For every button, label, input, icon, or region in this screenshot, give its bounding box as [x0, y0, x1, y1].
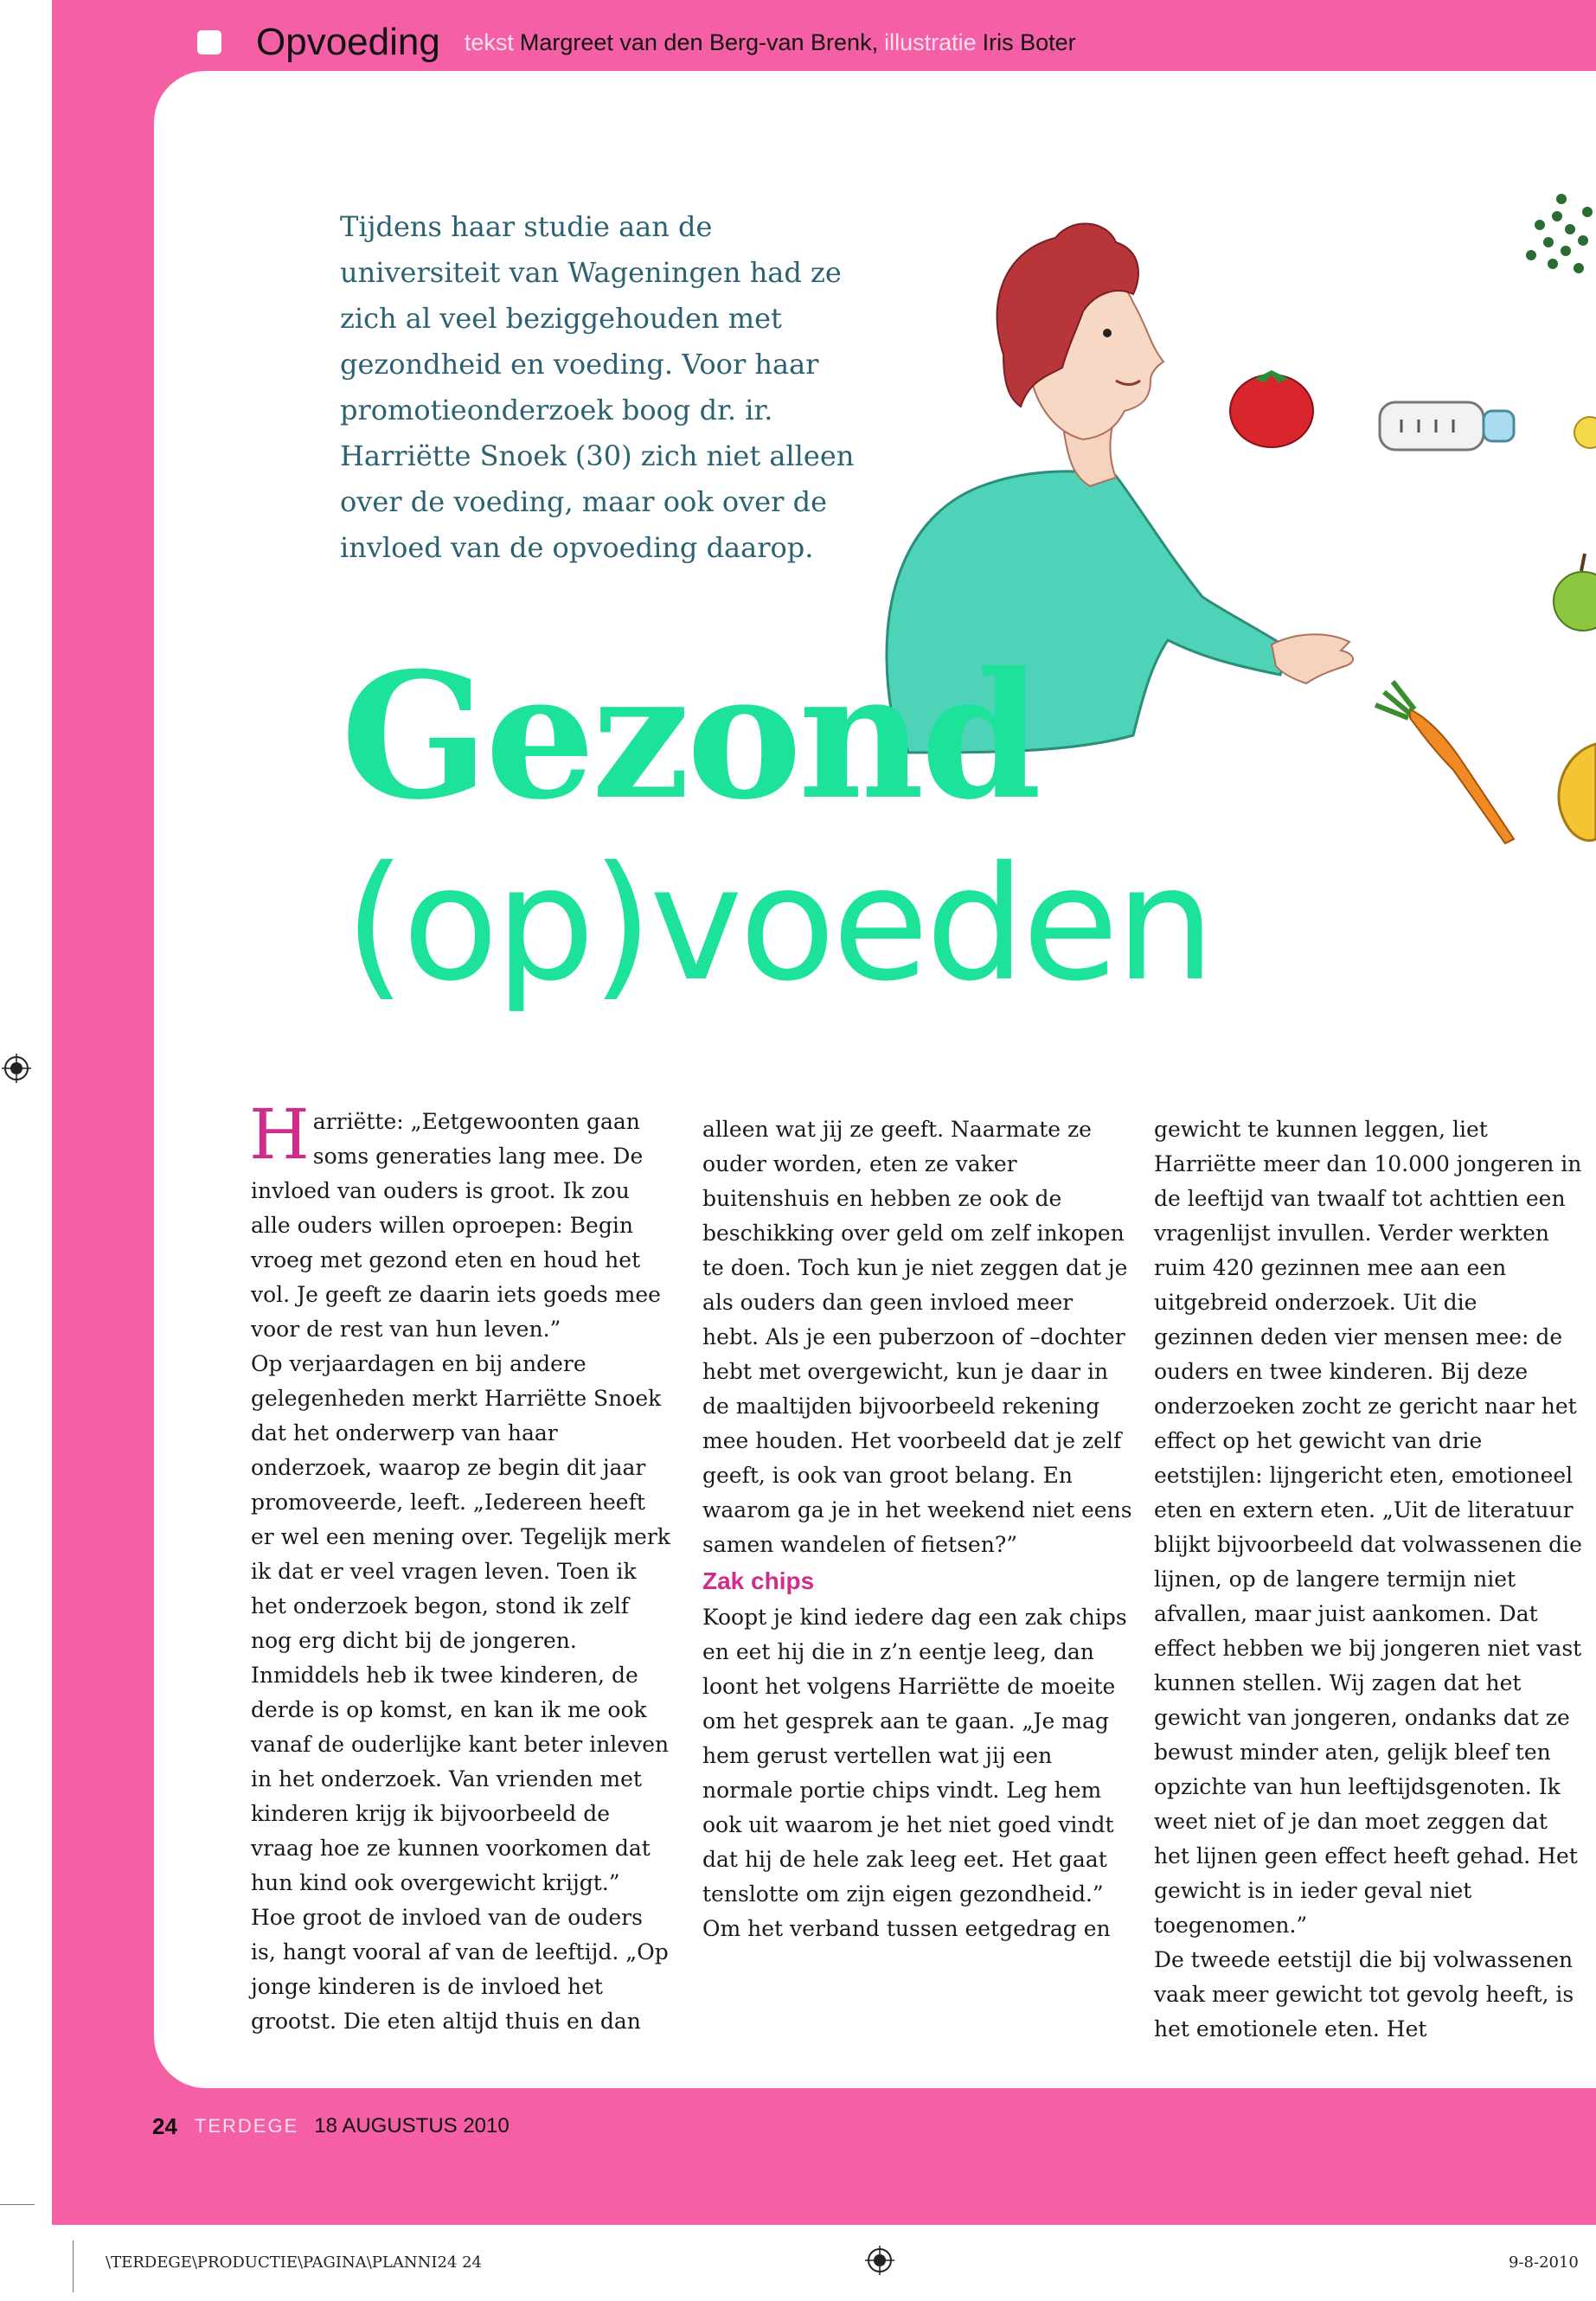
article-title: Gezond: [341, 635, 1039, 838]
issue-date: 18 AUGUSTUS 2010: [314, 2114, 510, 2138]
col3-paragraph-2: De tweede eetstijl die bij volwassenen vaak meer gewicht tot gevolg heeft, is het emotionele eten. Het: [1154, 1947, 1574, 2041]
peas-icon: [1526, 194, 1593, 273]
col1-paragraph-1: arriëtte: „Eetgewoonten gaan soms generaties lang mee. De invloed van ouders is groot. Ik zou alle ouders willen oproepen: Begin vroeg met gezond eten en houd het vol. Je geeft ze daarin iets goeds mee voor de rest van hun leven.”: [251, 1109, 661, 1342]
magazine-name: TERDEGE: [194, 2115, 299, 2137]
eye: [1103, 329, 1112, 337]
col2-paragraph-3: Om het verband tussen eetgedrag en: [702, 1916, 1111, 1941]
tomato-icon: [1230, 370, 1313, 447]
col3-paragraph-1: gewicht te kunnen leggen, liet Harriëtte meer dan 10.000 jongeren in de leeftijd van twaalf tot achttien een vragenlijst invullen. Verder werkten ruim 420 gezinnen mee aan een uitgebreid onderzoek. Uit die gezinnen deden vier mensen mee: de ouders en twee kinderen. Bij deze onderzoeken zocht ze gericht naar het effect op het gewicht van drie eetstijlen: lijngericht eten, emotioneel eten en extern eten. „Uit de literatuur blijkt bijvoorbeeld dat volwassenen die lijnen, op de langere termijn niet afvallen, maar juist aankomen. Dat effect hebben we bij jongeren niet vast kunnen stellen. Wij zagen dat het gewicht van jongeren, ondanks dat ze bewust minder aten, gelijk bleef ten opzichte van hun leeftijdsgenoten. Ik weet niet of je dan moet zeggen dat het lijnen geen effect heeft gehad. Het gewicht is in ieder geval niet toegenomen.”: [1154, 1117, 1582, 1938]
section-title: Opvoeding: [256, 21, 440, 63]
hand: [1272, 634, 1353, 683]
article-column-2: [702, 1112, 1135, 1946]
col1-paragraph-2: Op verjaardagen en bij andere gelegenheden merkt Harriëtte Snoek dat het onderwerp van haar onderzoek, waarop ze begin dit jaar promoveerde, leeft. „Iedereen heeft er wel een mening over. Tegelijk merk ik dat er veel vragen leven. Toen ik het onderzoek begon, stond ik zelf nog erg dicht bij de jongeren. Inmiddels heb ik twee kinderen, de derde is op komst, en kan ik me ook vanaf de ouderlijke kant beter inleven in het onderzoek. Van vrienden met kinderen krijg ik bijvoorbeeld de vraag hoe ze kunnen voorkomen dat hun kind ook overgewicht krijgt.”: [251, 1351, 670, 1895]
crop-mark: [73, 2240, 74, 2292]
page-number: 24: [152, 2112, 177, 2139]
intro-paragraph: Tijdens haar studie aan de universiteit van Wageningen had ze zich al veel beziggehouden met gezondheid en voeding. Voor haar promotieonderzoek boog dr. ir. Harriëtte Snoek (30) zich niet alleen over de voeding, maar ook over de invloed van de opvoeding daarop.: [340, 210, 855, 564]
registration-mark-icon: [865, 2246, 894, 2275]
article-subtitle: (op)voeden: [344, 832, 1212, 1016]
carrot-icon: [1375, 682, 1514, 843]
article-column-1: [249, 1094, 671, 2039]
apple-icon: [1554, 554, 1596, 631]
baby-bottle-icon: [1380, 402, 1514, 450]
author-name: Margreet van den Berg-van Brenk,: [519, 29, 879, 55]
col2-paragraph-1: alleen wat jij ze geeft. Naarmate ze ouder worden, eten ze vaker buitenshuis en hebben ze ook de beschikking over geld om zelf inkopen te doen. Toch kun je niet zeggen dat je als ouders dan geen invloed meer hebt. Als je een puberzoon of –dochter hebt met overgewicht, kun je daar in de maaltijden bijvoorbeeld rekening mee houden. Het voorbeeld dat je zelf geeft, is ook van groot belang. En waarom ga je in het weekend niet eens samen wandelen of fietsen?”: [702, 1117, 1132, 1557]
square-bullet-icon: [197, 30, 221, 54]
subheading: Zak chips: [702, 1567, 815, 1594]
production-slug: \TERDEGE\PRODUCTIE\PAGINA\PLANNI24 24: [106, 2253, 482, 2272]
col2-paragraph-2: Koopt je kind iedere dag een zak chips en eet hij die in z’n eentje leeg, dan loont het volgens Harriëtte de moeite om het gesprek aan te gaan. „Je mag hem gerust vertellen wat jij een normale portie chips vindt. Leg hem ook uit waarom je het niet goed vindt dat hij de hele zak leeg eet. Het gaat tenslotte om zijn eigen gezondheid.”: [702, 1605, 1127, 1907]
registration-mark-icon: [2, 1054, 31, 1083]
drop-cap: H: [249, 1094, 310, 1175]
illustration-label: illustratie: [884, 29, 977, 55]
col1-paragraph-3: Hoe groot de invloed van de ouders is, hangt vooral af van de leeftijd. „Op jonge kinderen is de invloed het grootst. Die eten altijd thuis en dan: [251, 1905, 669, 2034]
page-footer: [152, 2109, 510, 2144]
crop-mark: [0, 2204, 35, 2205]
production-date: 9-8-2010: [1509, 2253, 1579, 2272]
text-label: tekst: [464, 29, 514, 55]
page-header: [197, 12, 1082, 73]
illustrator-name: Iris Boter: [982, 29, 1076, 55]
article-column-3: [1154, 1112, 1583, 2047]
yellow-candy-icon: [1574, 417, 1596, 448]
yellow-bread-icon: [1559, 744, 1596, 841]
